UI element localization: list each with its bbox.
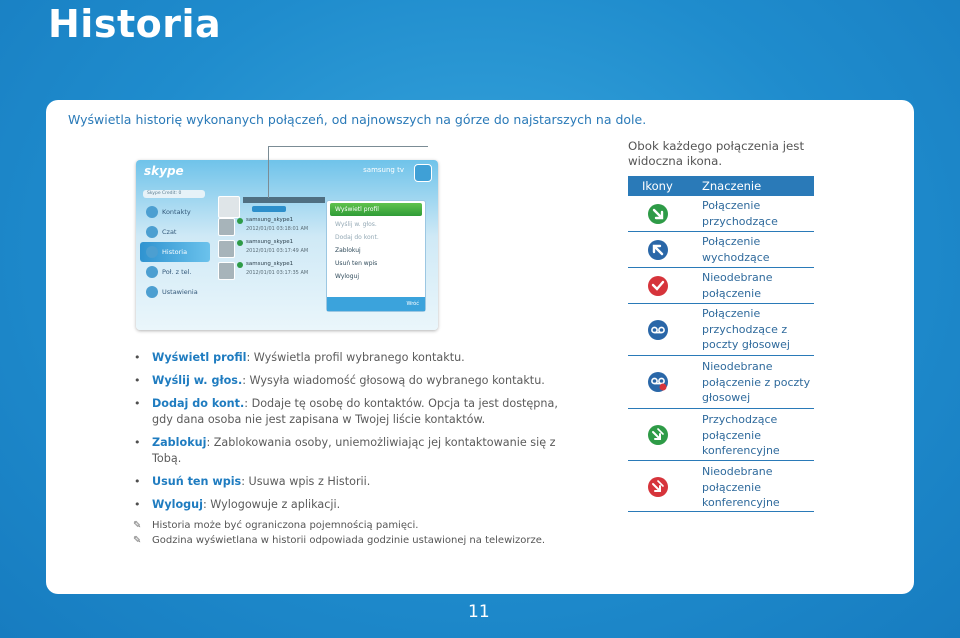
samsung-tv-brand: samsung tv (363, 166, 404, 174)
history-icon (146, 246, 158, 258)
bullet-keyword: Wyloguj (152, 498, 203, 511)
conference-incoming-icon (648, 425, 668, 445)
bullet-text: : Usuwa wpis z Historii. (241, 475, 371, 488)
table-row (628, 409, 814, 461)
meaning-text: Nieodebrane połączenie z poczty głosowej (702, 360, 811, 404)
tv-nav-contacts[interactable] (140, 202, 210, 222)
list-item: • Zablokuj: Zablokowania osoby, uniemożliwiając jej kontaktowanie się z Tobą. (134, 436, 556, 465)
bullet-text: : Wylogowuje z aplikacji. (202, 498, 341, 511)
tv-nav-phone[interactable] (140, 262, 210, 282)
tv-screenshot (136, 160, 438, 330)
meaning-text: Przychodzące połączenie konferencyjne (702, 413, 780, 457)
list-item: • Usuń ten wpis: Usuwa wpis z Historii. (134, 475, 371, 488)
phone-icon (146, 266, 158, 278)
menu-send-voicemail[interactable]: Wyślij w. głos. (335, 221, 377, 228)
list-item: • Dodaj do kont.: Dodaje tę osobę do kontaktów. Opcja ta jest dostępna, gdy dana osoba nie jest zapisana w Twojej liście kontaktów. (134, 397, 558, 426)
avatar (218, 196, 240, 218)
tv-nav-settings[interactable] (140, 282, 210, 302)
page-number: 11 (468, 602, 490, 622)
notes (124, 518, 584, 548)
meaning-text: Połączenie wychodzące (702, 235, 770, 264)
history-date: 2012/01/01 03:18:01 AM (246, 226, 309, 232)
bullet-text: : Dodaje tę osobę do kontaktów. Opcja ta jest dostępna, gdy dana osoba nie jest zapisana w Twojej liście kontaktów. (152, 397, 558, 426)
history-name: samsung_skype1 (246, 239, 294, 245)
meaning-text: Nieodebrane połączenie (702, 271, 773, 300)
avatar (218, 262, 235, 280)
tv-nav-chat[interactable] (140, 222, 210, 242)
pencil-icon: ✎ (133, 535, 142, 546)
selected-row-bar (243, 197, 325, 203)
tv-nav-label: Czat (162, 228, 177, 236)
table-row (628, 232, 814, 268)
bullet-keyword: Wyświetl profil (152, 351, 247, 364)
tv-nav-label: Historia (162, 248, 188, 256)
note-text: Godzina wyświetlana w historii odpowiada godzinie ustawionej na telewizorze. (152, 535, 546, 546)
history-row-selected[interactable] (214, 194, 326, 215)
selected-row-button (252, 206, 286, 212)
missed-call-icon (648, 276, 668, 296)
history-row[interactable] (214, 216, 326, 237)
history-date: 2012/01/01 03:17:49 AM (246, 248, 309, 254)
meaning-text: Połączenie przychodzące (702, 199, 778, 228)
meaning-text: Połączenie przychodzące z poczty głosowej (702, 307, 790, 351)
icon-table (628, 176, 814, 512)
table-row (628, 268, 814, 304)
menu-add-contact[interactable]: Dodaj do kont. (335, 234, 379, 241)
avatar (218, 240, 235, 258)
voicemail-missed-icon (648, 372, 668, 392)
table-row (628, 196, 814, 232)
bullet-keyword: Usuń ten wpis (152, 475, 242, 488)
chat-icon (146, 226, 158, 238)
profile-icon (414, 164, 432, 182)
tv-nav-history[interactable] (140, 242, 210, 262)
table-row (628, 304, 814, 356)
meaning-text: Nieodebrane połączenie konferencyjne (702, 465, 780, 509)
pencil-icon: ✎ (133, 520, 142, 531)
list-item: • Wyświetl profil: Wyświetla profil wybranego kontaktu. (134, 351, 465, 364)
note-item (124, 518, 584, 533)
history-row[interactable] (214, 238, 326, 259)
note-text: Historia może być ograniczona pojemnością pamięci. (152, 520, 419, 531)
list-item: • Wyślij w. głos.: Wysyła wiadomość głosową do wybranego kontaktu. (134, 374, 545, 387)
table-row (628, 356, 814, 409)
note-item (124, 533, 584, 548)
tv-nav-label: Poł. z tel. (162, 268, 192, 276)
history-name: samsung_skype1 (246, 261, 294, 267)
menu-back[interactable]: Wróć (327, 297, 425, 311)
menu-delete-entry[interactable]: Usuń ten wpis (335, 260, 378, 267)
menu-block[interactable]: Zablokuj (335, 247, 361, 254)
intro-text: Wyświetla historię wykonanych połączeń, od najnowszych na górze do najstarszych na dole. (68, 112, 647, 127)
bullet-keyword: Zablokuj (152, 436, 207, 449)
table-header (628, 176, 814, 196)
tv-history-list (214, 194, 326, 282)
page-title: Historia (48, 2, 222, 46)
bullet-text: : Wyświetla profil wybranego kontaktu. (246, 351, 465, 364)
voicemail-incoming-icon (648, 320, 668, 340)
outgoing-call-icon (648, 240, 668, 260)
contacts-icon (146, 206, 158, 218)
tv-context-menu (326, 200, 426, 312)
history-name: samsung_skype1 (246, 217, 294, 223)
tv-nav-label: Kontakty (162, 208, 191, 216)
bullet-keyword: Dodaj do kont. (152, 397, 245, 410)
settings-icon (146, 286, 158, 298)
col-meaning-header: Znaczenie (702, 179, 762, 193)
history-date: 2012/01/01 03:17:35 AM (246, 270, 309, 276)
icon-table-intro: Obok każdego połączenia jest widoczna ikona. (628, 139, 805, 168)
menu-logout[interactable]: Wyloguj (335, 273, 359, 280)
bullet-keyword: Wyślij w. głos. (152, 374, 243, 387)
table-row (628, 461, 814, 512)
incoming-call-icon (237, 262, 243, 268)
avatar (218, 218, 235, 236)
incoming-call-icon (648, 204, 668, 224)
pointer-line (268, 146, 428, 147)
bullet-text: : Zablokowania osoby, uniemożliwiając jej kontaktowanie się z Tobą. (152, 436, 556, 465)
tv-nav (140, 202, 210, 302)
conference-missed-icon (648, 477, 668, 497)
bullet-text: : Wysyła wiadomość głosową do wybranego kontaktu. (242, 374, 545, 387)
tv-nav-label: Ustawienia (162, 288, 198, 296)
skype-credit: Skype Credit: 0 (143, 190, 205, 198)
skype-logo: skype (144, 164, 184, 178)
list-item: • Wyloguj: Wylogowuje z aplikacji. (134, 498, 341, 511)
history-row[interactable] (214, 260, 326, 281)
incoming-call-icon (237, 240, 243, 246)
menu-view-profile[interactable]: Wyświetl profil (330, 203, 422, 216)
menu-descriptions (124, 350, 564, 520)
pointer-line (268, 146, 269, 198)
col-icons-header: Ikony (642, 179, 673, 193)
incoming-call-icon (237, 218, 243, 224)
